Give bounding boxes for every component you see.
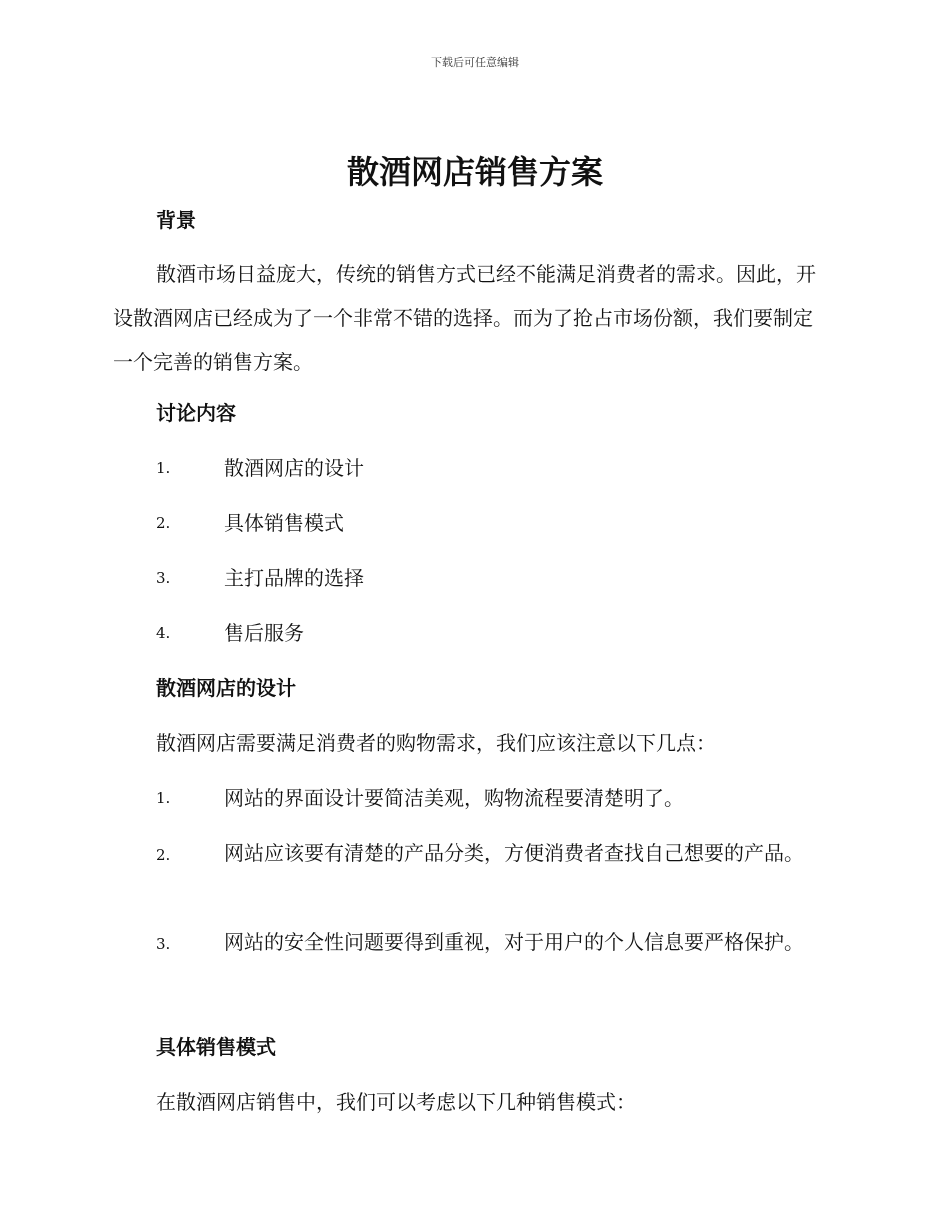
list-text: 网站的界面设计要简洁美观，购物流程要清楚明了。: [224, 786, 684, 810]
discussion-list-item: [113, 556, 868, 600]
design-list-item: [113, 831, 825, 877]
page-header-note: 下载后可任意编辑: [431, 56, 519, 69]
document-title: 散酒网店销售方案: [346, 153, 603, 191]
list-number: 1.: [156, 789, 171, 807]
list-number: 2.: [156, 514, 171, 532]
list-number: 4.: [156, 624, 171, 642]
list-text: 网站应该要有清楚的产品分类，方便消费者查找自己想要的产品。: [224, 841, 804, 865]
discussion-list-item: [113, 501, 868, 545]
background-paragraph: 散酒市场日益庞大，传统的销售方式已经不能满足消费者的需求。因此，开设散酒网店已经成为了一个非常不错的选择。而为了抢占市场份额，我们要制定一个完善的销售方案。: [113, 262, 816, 374]
design-list-item: [113, 920, 825, 966]
list-number: 2.: [156, 846, 171, 864]
list-text: 售后服务: [224, 621, 304, 645]
list-text: 散酒网店的设计: [224, 456, 364, 480]
discussion-list-item: [113, 611, 868, 655]
design-intro: 散酒网店需要满足消费者的购物需求，我们应该注意以下几点：: [156, 731, 716, 755]
sales-model-intro: 在散酒网店销售中，我们可以考虑以下几种销售模式：: [156, 1090, 636, 1114]
section-heading-background: 背景: [156, 208, 196, 232]
list-text: 网站的安全性问题要得到重视，对于用户的个人信息要严格保护。: [224, 930, 804, 954]
section-heading-design: 散酒网店的设计: [156, 676, 296, 700]
discussion-list-item: [113, 446, 868, 490]
list-text: 具体销售模式: [224, 511, 344, 535]
list-number: 3.: [156, 569, 171, 587]
section-heading-discussion: 讨论内容: [156, 401, 236, 425]
list-number: 1.: [156, 459, 171, 477]
list-number: 3.: [156, 935, 171, 953]
list-text: 主打品牌的选择: [224, 566, 364, 590]
design-list-item: [113, 776, 868, 820]
section-heading-sales-model: 具体销售模式: [156, 1035, 276, 1059]
